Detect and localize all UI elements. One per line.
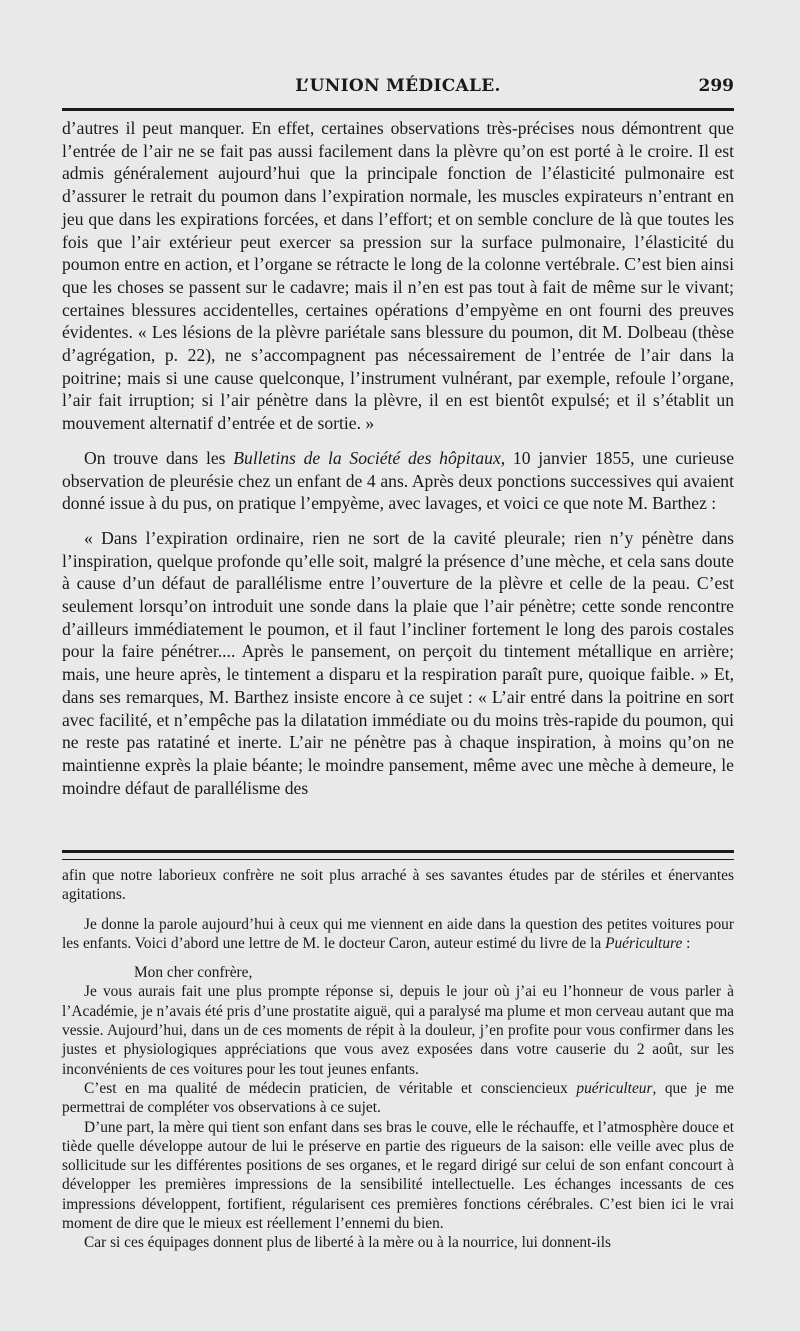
feuilleton-paragraph: afin que notre laborieux confrère ne soit plus arraché à ses savantes études par de stériles et énervantes agitations. <box>62 867 734 904</box>
letter-paragraph: C’est en ma qualité de médecin praticien, de véritable et consciencieux puériculteur, que je me permettrai de compléter vos observations à ce sujet. <box>62 1079 734 1117</box>
book-title: Puériculture <box>605 934 683 952</box>
italic-term: puériculteur <box>576 1079 653 1097</box>
running-title: L’UNION MÉDICALE. <box>295 76 501 96</box>
letter-paragraph: Je vous aurais fait une plus prompte réponse si, depuis le jour où j’ai eu l’honneur de vous parler à l’Académie, je n’avais été pris d’une prostatite aiguë, qui a paralysé ma plume et mon cerveau autant que ma vessie. Aujourd’hui, dans un de ces moments de répit à la douleur, j’en profite pour vous confirmer dans les justes et physiologiques appréciations que vous avez exposées dans votre causerie du 2 août, sur les inconvénients de ces voitures pour les tout jeunes enfants. <box>62 983 734 1078</box>
feuilleton-section <box>62 866 734 1253</box>
main-article <box>62 117 734 799</box>
feuilleton-paragraph: Je donne la parole aujourd’hui à ceux qui me viennent en aide dans la question des petites voitures pour les enfants. Voici d’abord une lettre de M. le docteur Caron, auteur estimé du livre de la Puériculture : <box>62 915 734 952</box>
article-paragraph: « Dans l’expiration ordinaire, rien ne sort de la cavité pleurale; rien n’y pénètre dans l’inspiration, quelque profonde qu’elle soit, malgré la présence d’une mèche, et cela sans doute à cause d’un défaut de parallélisme entre l’ouverture de la plèvre et celle de la peau. C’est seulement lorsqu’on introduit une sonde dans la plaie que l’air pénètre; cette sonde rencontre d’ailleurs immédiatement le poumon, et il faut l’incliner fortement le long des parois costales pour la faire pénétrer.... Après le pansement, on perçoit du tintement métallique en arrière; mais, une heure après, le tintement a disparu et la respiration paraît pure, quoique faible. » Et, dans ses remarques, M. Barthez insiste encore à ce sujet : « L’air entré dans la poitrine en sort avec facilité, et n’empêche pas la dilatation immédiate ou du moins très-rapide du poumon, qui ne reste pas ratatiné et inerte. L’air ne pénètre pas à chaque inspiration, à moins qu’on ne maintienne exprès la plaie béante; le moindre pansement, même avec une mèche à demeure, le moindre défaut de parallélisme des <box>62 527 734 798</box>
letter-paragraph: D’une part, la mère qui tient son enfant dans ses bras le couve, elle le réchauffe, et l’atmosphère douce et tiède quelle développe autour de lui le préserve en partie des rigueurs de la saison: elle veille avec plus de sollicitude sur les différentes positions de ses organes, et le regard dirigé sur celui de son enfant concourt à développer les premières impressions de la sensibilité intellectuelle. Les échanges incessants de ces impressions développent, fortifient, régularisent ces premières fonctions cérébrales. C’est bien ici le vrai moment de dire que le mieux est réellement l’ennemi du bien. <box>62 1118 734 1233</box>
page-number: 299 <box>698 76 734 96</box>
header-rule <box>62 108 734 111</box>
feuilleton-separator <box>62 850 734 860</box>
letter-salutation: Mon cher confrère, <box>134 964 253 982</box>
article-paragraph: On trouve dans les Bulletins de la Société des hôpitaux, 10 janvier 1855, une curieuse observation de pleurésie chez un enfant de 4 ans. Après deux ponctions successives qui avaient donné issue à du pus, on pratique l’empyème, avec lavages, et voici ce que note M. Barthez : <box>62 447 735 514</box>
article-paragraph: d’autres il peut manquer. En effet, certaines observations très-précises nous démontrent que l’entrée de l’air ne se fait pas aussi facilement dans la plèvre qu’on est porté à le croire. Il est admis généralement aujourd’hui que la principale fonction de l’élasticité pulmonaire est d’assurer le retrait du poumon dans l’expiration normale, les muscles expirateurs n’entrant en jeu que dans les expirations forcées, et dans l’effort; et on semble conclure de là que toutes les fois que l’air extérieur peut exercer sa pression sur la surface pulmonaire, l’élasticité du poumon entre en action, et l’organe se rétracte le long de la colonne vertébrale. C’est bien ainsi que les choses se passent sur le cadavre; mais il n’en est pas tout à fait de même sur le vivant; certaines blessures accidentelles, certaines opérations d’empyème en ont fourni des preuves évidentes. « Les lésions de la plèvre pariétale sans blessure du poumon, dit M. Dolbeau (thèse d’agrégation, p. 22), ne s’accompagnent pas nécessairement de l’entrée de l’air dans la poitrine; mais si une cause quelconque, l’instrument vulnérant, par exemple, refoule l’organe, l’air fait irruption; si l’air pénètre dans la plèvre, il en est bientôt expulsé; et il s’établit un mouvement alternatif d’entrée et de sortie. » <box>62 118 734 434</box>
page-header <box>62 76 734 104</box>
letter-paragraph: Car si ces équipages donnent plus de liberté à la mère ou à la nourrice, lui donnent-ils <box>84 1234 611 1252</box>
journal-title: Bulletins de la Société des hôpitaux <box>233 447 501 468</box>
